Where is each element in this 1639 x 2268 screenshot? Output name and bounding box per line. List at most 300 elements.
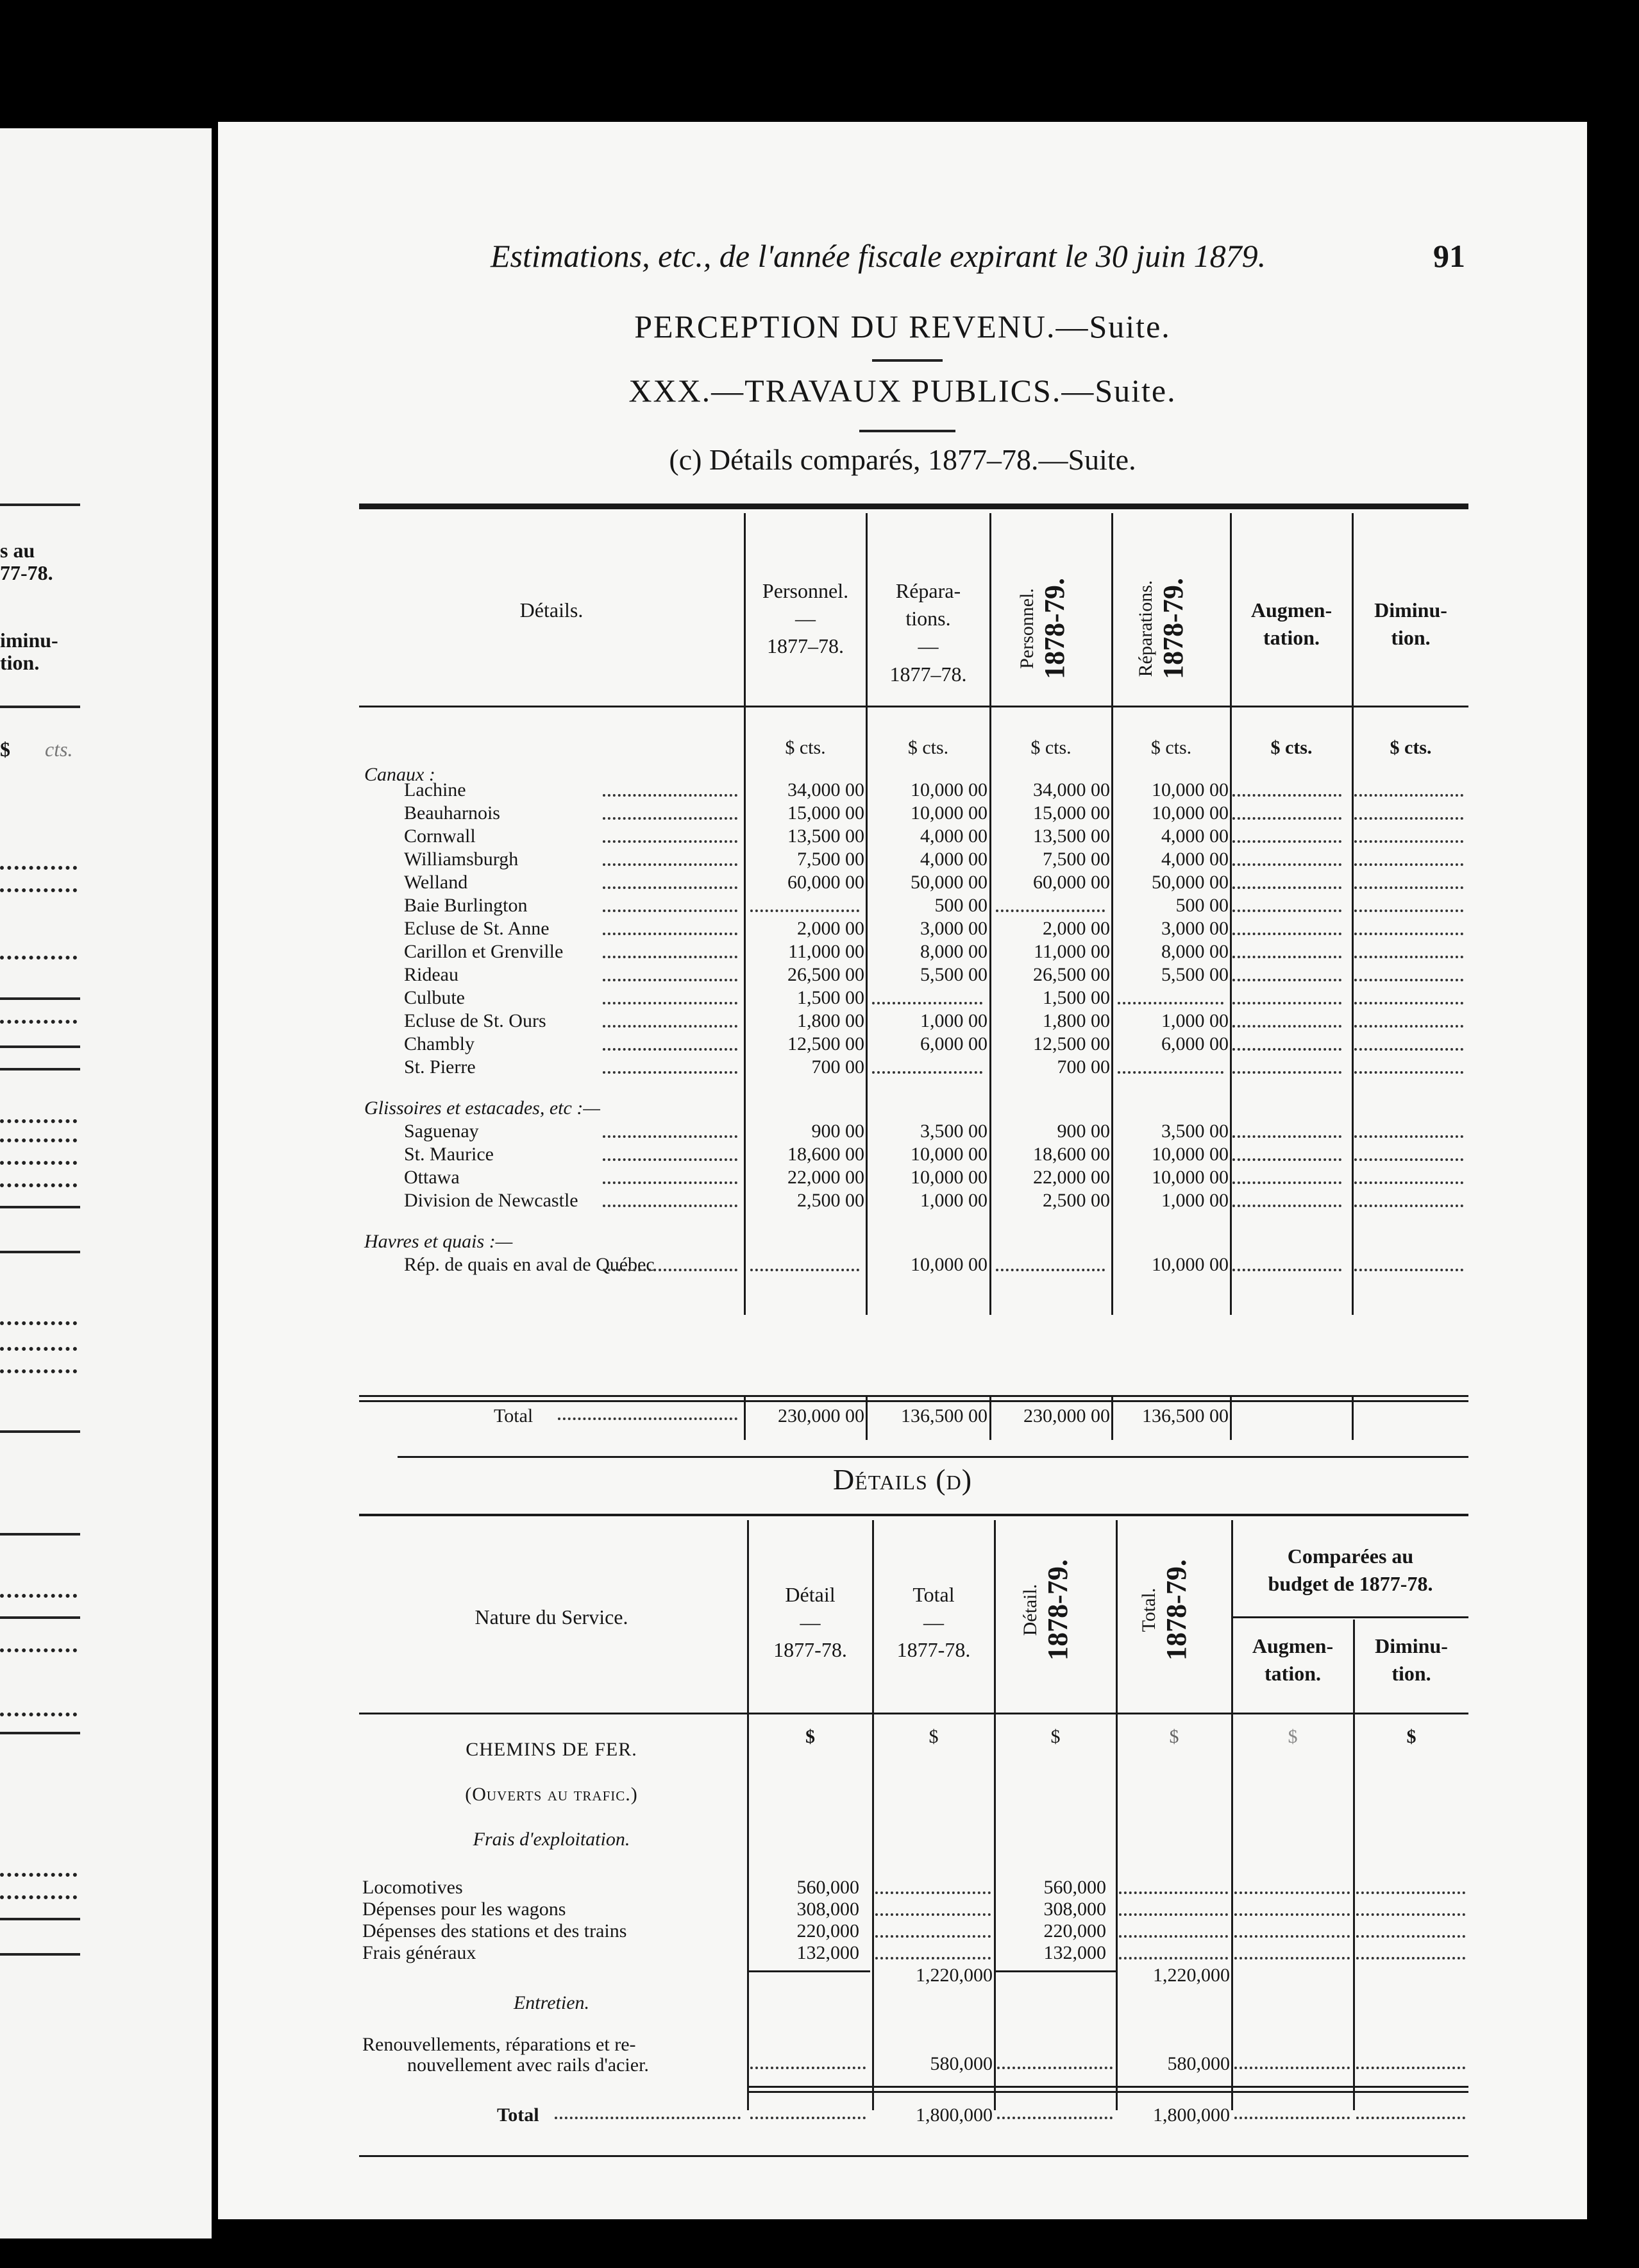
prev-dots	[0, 1020, 77, 1024]
leader-dots	[1356, 2117, 1465, 2119]
prev-rule	[0, 1068, 80, 1071]
comparees-rule	[1231, 1616, 1468, 1618]
total-rule	[748, 2086, 1468, 2088]
header-text: Comparées au	[1287, 1544, 1414, 1568]
unit-label: $	[805, 1726, 815, 1747]
section-title-perception: PERCEPTION DU REVENU.—Suite.	[634, 309, 1171, 344]
leader-dots	[1354, 1205, 1463, 1207]
header-text: Diminu-	[1374, 598, 1447, 622]
leader-dots	[1234, 1913, 1350, 1916]
table-c-header-rule	[359, 706, 1468, 707]
frais-exploitation-heading: Frais d'exploitation.	[473, 1829, 630, 1850]
leader-dots	[875, 1891, 991, 1894]
row-value: 10,000 00	[911, 802, 988, 824]
leader-dots	[1232, 794, 1341, 797]
unit-label: $	[1288, 1726, 1298, 1747]
row-value: 18,600 00	[787, 1144, 864, 1165]
leader-dots	[1119, 1935, 1228, 1938]
header-diminution	[1353, 597, 1468, 652]
leader-dots	[750, 910, 859, 912]
leader-dots	[603, 794, 737, 797]
table-d-total-label: Total	[497, 2104, 539, 2126]
leader-dots	[603, 1025, 737, 1028]
row-label: Dépenses des stations et des trains	[362, 1920, 627, 1942]
prev-rule	[0, 1953, 80, 1956]
header-text: —	[918, 634, 939, 658]
row-label: Carillon et Grenville	[404, 941, 564, 962]
section-title-travaux: XXX.—TRAVAUX PUBLICS.—Suite.	[628, 373, 1177, 409]
col-divider	[1230, 1395, 1232, 1440]
section-heading: Canaux :	[364, 764, 435, 785]
col-divider	[989, 1395, 991, 1440]
row-value: 560,000	[796, 1877, 859, 1898]
section-title-details-c: (c) Détails comparés, 1877–78.—Suite.	[669, 443, 1136, 476]
ouverts-au-trafic: (Ouverts au trafic.)	[465, 1784, 638, 1805]
leader-dots	[1119, 1957, 1228, 1959]
row-value: 4,000 00	[1161, 825, 1229, 847]
row-value: 6,000 00	[920, 1033, 988, 1054]
section-heading: Glissoires et estacades, etc :—	[364, 1097, 600, 1119]
running-title: Estimations, etc., de l'année fiscale expirant le 30 juin 1879.	[491, 238, 1266, 274]
row-label: Locomotives	[362, 1877, 463, 1898]
row-value: 700 00	[1057, 1056, 1110, 1078]
header-text: Détail	[785, 1583, 836, 1606]
leader-dots	[1354, 863, 1463, 866]
leader-dots	[1232, 886, 1341, 889]
row-label: Saguenay	[404, 1121, 479, 1142]
row-value: 4,000 00	[920, 849, 988, 870]
subtotal-total-1878: 1,220,000	[1153, 1965, 1230, 1986]
table-d-bottom-rule	[359, 2155, 1468, 2157]
unit-label: $ cts.	[1150, 737, 1192, 758]
leader-dots	[603, 1135, 737, 1138]
header-text: 1878-79.	[1039, 578, 1070, 679]
row-label: Ottawa	[404, 1167, 460, 1188]
header-text: Réparations.	[1135, 580, 1156, 677]
row-label: Baie Burlington	[404, 895, 528, 916]
header-text: Augmen-	[1252, 1634, 1334, 1657]
table-c-total-reparations-1878: 136,500 00	[1142, 1405, 1229, 1426]
leader-dots	[1118, 1071, 1223, 1074]
table-d-top-rule	[359, 1514, 1468, 1516]
leader-dots	[1354, 1048, 1463, 1051]
header-text: Personnel.	[762, 579, 849, 602]
row-value: 60,000 00	[787, 872, 864, 893]
leader-dots	[996, 1269, 1105, 1271]
header-text: 1878-79.	[1161, 1559, 1192, 1661]
row-value: 308,000	[1043, 1899, 1106, 1920]
prev-dots	[0, 888, 77, 892]
row-value: 50,000 00	[1152, 872, 1229, 893]
row-value: 13,500 00	[787, 825, 864, 847]
prev-dots	[0, 1138, 77, 1142]
row-value: 1,000 00	[1161, 1010, 1229, 1031]
leader-dots	[1232, 910, 1341, 912]
unit-label: $ cts.	[1390, 737, 1432, 758]
row-value: 10,000 00	[1152, 1254, 1229, 1275]
leader-dots	[1354, 1071, 1463, 1074]
leader-dots	[603, 1269, 737, 1271]
leader-dots	[1354, 956, 1463, 958]
leader-dots	[1354, 1135, 1463, 1138]
prev-dots	[0, 1873, 77, 1877]
row-label: Rideau	[404, 964, 458, 985]
leader-dots	[1232, 933, 1341, 935]
leader-dots	[603, 840, 737, 843]
header-comparees	[1232, 1543, 1468, 1598]
row-value: 10,000 00	[911, 779, 988, 800]
row-value: 900 00	[1057, 1121, 1110, 1142]
leader-dots	[603, 1002, 737, 1004]
row-value: 12,500 00	[787, 1033, 864, 1054]
leader-dots	[1232, 1158, 1341, 1161]
row-value: 10,000 00	[1152, 779, 1229, 800]
leader-dots	[1119, 1913, 1228, 1916]
leader-dots	[1356, 1935, 1465, 1938]
header-text: Augmen-	[1250, 598, 1332, 622]
leader-dots	[997, 2117, 1113, 2119]
row-value: 26,500 00	[1033, 964, 1110, 985]
leader-dots	[1232, 1071, 1341, 1074]
header-text: 1877-78.	[773, 1638, 847, 1662]
renouvellements-label-line2: nouvellement avec rails d'acier.	[407, 2054, 649, 2076]
col-divider	[1111, 1395, 1113, 1440]
row-value: 220,000	[1043, 1920, 1106, 1942]
header-augmentation	[1231, 597, 1352, 652]
leader-dots	[1232, 1269, 1341, 1271]
row-label: Culbute	[404, 987, 465, 1008]
document-page	[218, 122, 1587, 2219]
leader-dots	[1354, 1269, 1463, 1271]
header-text: Diminu-	[1375, 1634, 1448, 1657]
header-text: Total	[912, 1583, 955, 1606]
prev-dots	[0, 1161, 77, 1165]
leader-dots	[603, 933, 737, 935]
row-value: 7,500 00	[1043, 849, 1110, 870]
row-value: 500 00	[1175, 895, 1229, 916]
total-rule	[748, 2091, 1468, 2093]
prev-rule	[0, 1206, 80, 1208]
prev-dots	[0, 1321, 77, 1325]
leader-dots	[996, 910, 1105, 912]
header-detail-1878	[1020, 1546, 1090, 1674]
header-diminution-d	[1354, 1632, 1468, 1688]
leader-dots	[1234, 1935, 1350, 1938]
unit-label: $ cts.	[785, 737, 826, 758]
unit-label: $ cts.	[1270, 737, 1313, 758]
row-value: 1,000 00	[1161, 1190, 1229, 1211]
row-value: 1,000 00	[920, 1190, 988, 1211]
row-value: 5,500 00	[920, 964, 988, 985]
leader-dots	[1232, 1025, 1341, 1028]
row-value: 10,000 00	[911, 1144, 988, 1165]
leader-dots	[875, 1913, 991, 1916]
unit-label: $	[1169, 1726, 1179, 1747]
row-value: 34,000 00	[787, 779, 864, 800]
prev-header-fragment-4: tion.	[0, 651, 40, 674]
row-value: 26,500 00	[787, 964, 864, 985]
header-text: 1878-79.	[1042, 1559, 1073, 1661]
row-value: 2,500 00	[1043, 1190, 1110, 1211]
row-value: 50,000 00	[911, 872, 988, 893]
leader-dots	[603, 1048, 737, 1051]
row-value: 15,000 00	[1033, 802, 1110, 824]
entretien-heading: Entretien.	[513, 1992, 590, 2013]
row-value: 3,500 00	[920, 1121, 988, 1142]
row-value: 900 00	[811, 1121, 864, 1142]
row-label: Cornwall	[404, 825, 476, 847]
leader-dots	[1232, 817, 1341, 820]
row-label: Beauharnois	[404, 802, 500, 824]
prev-dots	[0, 1648, 77, 1652]
table-c-total-personnel-1877: 230,000 00	[778, 1405, 864, 1426]
header-text: tion.	[1391, 626, 1431, 650]
prev-dots	[0, 866, 77, 870]
renouvellements-total-1878: 580,000	[1167, 2053, 1230, 2074]
unit-label: $ cts.	[907, 737, 949, 758]
row-value: 1,800 00	[797, 1010, 864, 1031]
leader-dots	[1354, 910, 1463, 912]
leader-dots	[1354, 1002, 1463, 1004]
leader-dots	[1232, 1048, 1341, 1051]
row-label: Rép. de quais en aval de Québec	[404, 1254, 655, 1275]
header-augmentation-d	[1232, 1632, 1353, 1688]
header-text: tation.	[1265, 1662, 1321, 1686]
row-label: Division de Newcastle	[404, 1190, 578, 1211]
row-value: 2,000 00	[797, 918, 864, 939]
col-divider	[1231, 1520, 1233, 2110]
leader-dots	[555, 2117, 741, 2119]
leader-dots	[1354, 794, 1463, 797]
subtotal-rule	[995, 1970, 1116, 1972]
row-value: 1,800 00	[1043, 1010, 1110, 1031]
row-value: 12,500 00	[1033, 1033, 1110, 1054]
header-text: 1877–78.	[889, 662, 967, 686]
leader-dots	[603, 1205, 737, 1207]
row-value: 5,500 00	[1161, 964, 1229, 985]
leader-dots	[1232, 1002, 1341, 1004]
header-text: 1878-79.	[1157, 578, 1189, 679]
leader-dots	[1232, 956, 1341, 958]
header-text: Répara-	[895, 579, 961, 602]
prev-rule	[0, 504, 80, 506]
unit-label: $	[1050, 1726, 1061, 1747]
table-c-total-reparations-1877: 136,500 00	[901, 1405, 988, 1426]
leader-dots	[872, 1071, 982, 1074]
row-value: 500 00	[934, 895, 988, 916]
prev-header-fragment-3: iminu-	[0, 629, 58, 652]
leader-dots	[1354, 1181, 1463, 1184]
leader-dots	[1356, 1913, 1465, 1916]
row-label: Ecluse de St. Anne	[404, 918, 550, 939]
leader-dots	[1232, 1181, 1341, 1184]
leader-dots	[1356, 1957, 1465, 1959]
table-d-total-1878: 1,800,000	[1153, 2104, 1230, 2126]
page-number: 91	[1433, 238, 1465, 274]
table-c-bottom-rule	[398, 1456, 1468, 1458]
leader-dots	[603, 886, 737, 889]
col-divider	[1353, 1620, 1355, 2110]
leader-dots	[603, 979, 737, 981]
leader-dots	[875, 1957, 991, 1959]
row-value: 60,000 00	[1033, 872, 1110, 893]
row-value: 10,000 00	[1152, 802, 1229, 824]
subtotal-total-1877: 1,220,000	[916, 1965, 993, 1986]
row-label: Welland	[404, 872, 468, 893]
row-value: 560,000	[1043, 1877, 1106, 1898]
row-value: 8,000 00	[1161, 941, 1229, 962]
leader-dots	[1118, 1002, 1223, 1004]
leader-dots	[1354, 817, 1463, 820]
row-label: Dépenses pour les wagons	[362, 1899, 566, 1920]
leader-dots	[603, 1158, 737, 1161]
prev-rule	[0, 1251, 80, 1253]
prev-dots	[0, 1369, 77, 1373]
row-value: 10,000 00	[1152, 1144, 1229, 1165]
header-reparations-1877	[867, 577, 989, 688]
prev-header-fragment-1: s au	[0, 539, 35, 562]
row-value: 3,000 00	[1161, 918, 1229, 939]
prev-rule	[0, 997, 80, 1000]
prev-dots	[0, 1347, 77, 1351]
table-c-total-label: Total	[494, 1405, 534, 1426]
header-text: Détail.	[1020, 1584, 1041, 1636]
prev-dots	[0, 1713, 77, 1716]
prev-dots	[0, 1594, 77, 1598]
row-value: 308,000	[796, 1899, 859, 1920]
header-text: —	[800, 1611, 821, 1634]
row-value: 2,500 00	[797, 1190, 864, 1211]
leader-dots	[1234, 2067, 1350, 2069]
leader-dots	[603, 1181, 737, 1184]
leader-dots	[1232, 1205, 1341, 1207]
row-label: Chambly	[404, 1033, 475, 1054]
leader-dots	[1232, 840, 1341, 843]
row-value: 700 00	[811, 1056, 864, 1078]
row-value: 22,000 00	[1033, 1167, 1110, 1188]
leader-dots	[1354, 840, 1463, 843]
header-text: 1877-78.	[896, 1638, 971, 1662]
leader-dots	[875, 1935, 991, 1938]
row-label: Frais généraux	[362, 1942, 476, 1963]
leader-dots	[1356, 1891, 1465, 1894]
row-value: 6,000 00	[1161, 1033, 1229, 1054]
row-value: 34,000 00	[1033, 779, 1110, 800]
unit-label: $ cts.	[1030, 737, 1072, 758]
title-divider	[859, 430, 955, 432]
header-total-1878	[1138, 1546, 1209, 1674]
row-value: 3,000 00	[920, 918, 988, 939]
header-nature-du-service: Nature du Service.	[475, 1605, 628, 1629]
leader-dots	[1354, 886, 1463, 889]
header-text: —	[795, 607, 816, 630]
leader-dots	[1234, 2117, 1350, 2119]
leader-dots	[1232, 1135, 1341, 1138]
leader-dots	[558, 1418, 737, 1420]
leader-dots	[1354, 933, 1463, 935]
leader-dots	[1232, 863, 1341, 866]
row-value: 1,000 00	[920, 1010, 988, 1031]
header-text: tation.	[1263, 626, 1320, 650]
header-personnel-1878	[1016, 564, 1087, 693]
leader-dots	[603, 1071, 737, 1074]
row-label: Lachine	[404, 779, 466, 800]
leader-dots	[1234, 1957, 1350, 1959]
leader-dots	[750, 2067, 866, 2069]
table-c-top-rule	[359, 504, 1468, 509]
row-value: 11,000 00	[1034, 941, 1110, 962]
row-value: 11,000 00	[788, 941, 864, 962]
leader-dots	[603, 956, 737, 958]
prev-header-fragment-2: 77-78.	[0, 561, 53, 584]
leader-dots	[1232, 979, 1341, 981]
prev-rule	[0, 706, 80, 708]
previous-page-fragment	[0, 128, 212, 2238]
row-value: 132,000	[1043, 1942, 1106, 1963]
subtotal-rule	[748, 1970, 870, 1972]
prev-rule	[0, 1918, 80, 1920]
col-divider	[1352, 1395, 1354, 1440]
row-value: 10,000 00	[911, 1167, 988, 1188]
header-text: Personnel.	[1016, 588, 1038, 669]
table-d-title: Détails (d)	[832, 1463, 973, 1496]
leader-dots	[1119, 1891, 1228, 1894]
row-value: 132,000	[796, 1942, 859, 1963]
leader-dots	[750, 2117, 866, 2119]
title-divider	[872, 359, 943, 362]
row-value: 220,000	[796, 1920, 859, 1942]
header-text: tion.	[1391, 1662, 1431, 1686]
prev-dots	[0, 956, 77, 960]
leader-dots	[1354, 979, 1463, 981]
total-rule	[359, 1395, 1468, 1397]
row-value: 1,500 00	[1043, 987, 1110, 1008]
header-text: 1877–78.	[767, 634, 844, 658]
col-divider	[866, 1395, 868, 1440]
leader-dots	[1354, 1158, 1463, 1161]
row-label: St. Maurice	[404, 1144, 494, 1165]
prev-dots	[0, 1119, 77, 1123]
renouvellements-total-1877: 580,000	[930, 2053, 993, 2074]
unit-label: $	[929, 1726, 939, 1747]
header-reparations-1878	[1135, 564, 1206, 693]
row-value: 15,000 00	[787, 802, 864, 824]
prev-rule	[0, 1732, 80, 1734]
header-text: —	[923, 1611, 944, 1634]
col-divider	[744, 1395, 746, 1440]
row-value: 10,000 00	[911, 1254, 988, 1275]
row-value: 2,000 00	[1043, 918, 1110, 939]
row-value: 3,500 00	[1161, 1121, 1229, 1142]
prev-rule	[0, 1430, 80, 1433]
row-value: 13,500 00	[1033, 825, 1110, 847]
prev-dots	[0, 1183, 77, 1187]
header-text: tions.	[905, 607, 951, 630]
prev-unit-dollar: $	[0, 738, 10, 761]
leader-dots	[750, 1269, 859, 1271]
table-d-header-rule	[359, 1713, 1468, 1714]
row-label: St. Pierre	[404, 1056, 476, 1078]
unit-label: $	[1406, 1726, 1416, 1747]
prev-rule	[0, 1045, 80, 1048]
leader-dots	[603, 817, 737, 820]
col-divider	[994, 1520, 996, 2110]
header-total-1877	[873, 1581, 994, 1664]
header-personnel-1877	[745, 577, 866, 661]
row-value: 7,500 00	[797, 849, 864, 870]
leader-dots	[1356, 2067, 1465, 2069]
prev-rule	[0, 1616, 80, 1619]
